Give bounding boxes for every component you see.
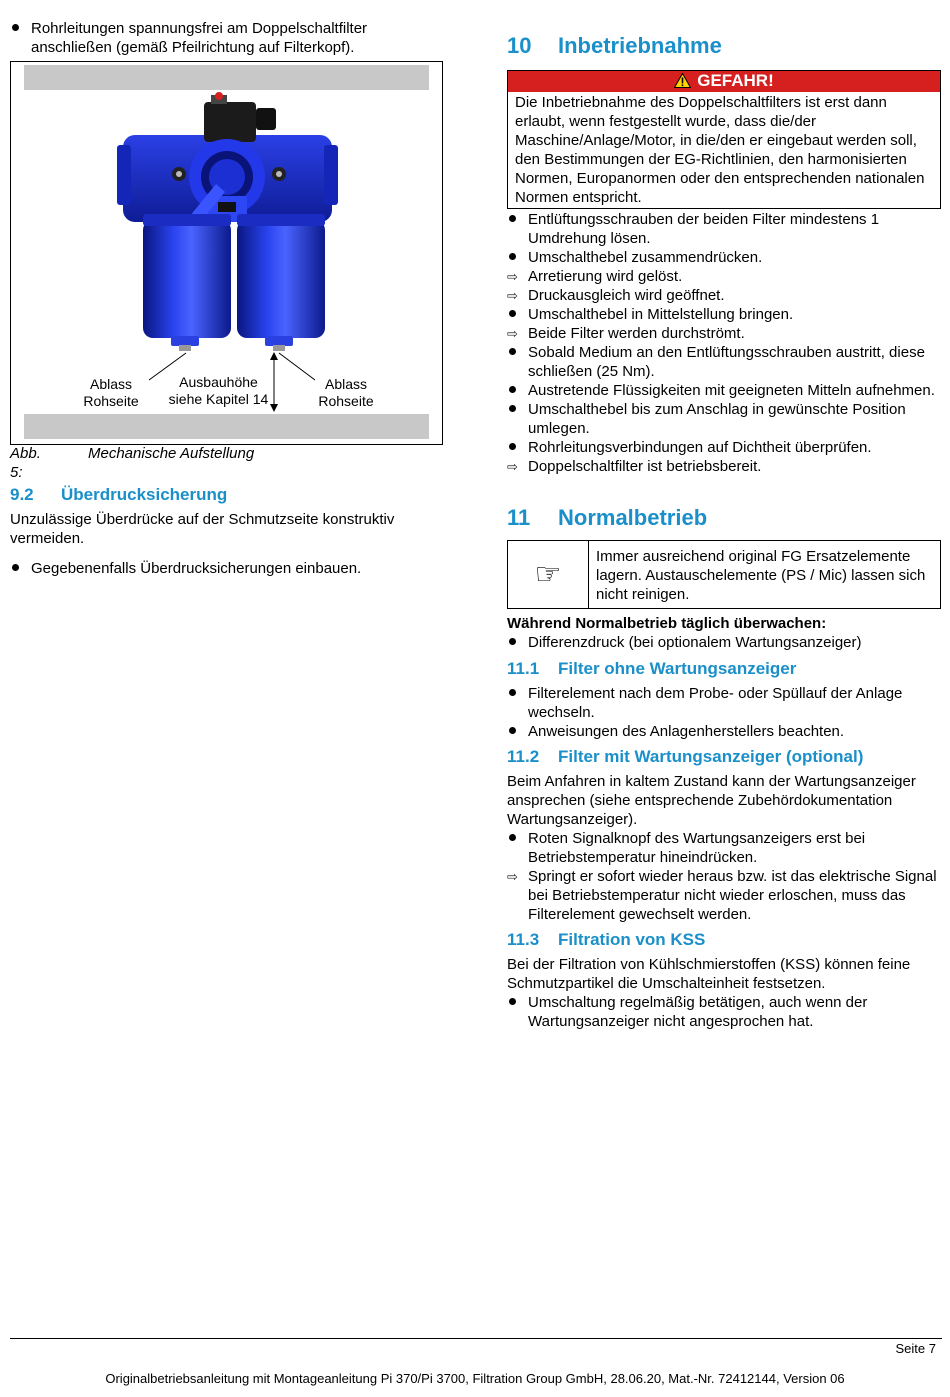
list-item: Sobald Medium an den Entlüftungsschrauben austritt, diese schließen (25 Nm). bbox=[528, 344, 925, 380]
result-arrow-icon: ⇨ bbox=[507, 326, 518, 341]
footer-divider bbox=[10, 1338, 942, 1339]
result-arrow-icon: ⇨ bbox=[507, 459, 518, 474]
page-number: Seite 7 bbox=[895, 1341, 936, 1356]
list-item: Roten Signalknopf des Wartungsanzeigers erst bei Betriebstemperatur hineindrücken. bbox=[528, 830, 866, 866]
list-item: Umschaltung regelmäßig betätigen, auch wenn der Wartungsanzeiger nicht angesprochen hat. bbox=[528, 994, 868, 1030]
result-arrow-icon: ⇨ bbox=[507, 288, 518, 303]
list-11-1 bbox=[507, 684, 942, 741]
result-arrow-icon: ⇨ bbox=[507, 869, 518, 884]
list-item: Entlüftungsschrauben der beiden Filter mindestens 1 Umdrehung lösen. bbox=[528, 211, 880, 247]
list-item: Filterelement nach dem Probe- oder Spüllauf der Anlage wechseln. bbox=[528, 685, 903, 721]
list-item: Gegebenenfalls Überdrucksicherungen einbauen. bbox=[31, 560, 362, 577]
warning-icon bbox=[674, 73, 691, 88]
list-item: ⇨ Druckausgleich wird geöffnet. bbox=[507, 287, 725, 304]
section-heading-11-1: 11.1 Filter ohne Wartungsanzeiger bbox=[507, 659, 797, 678]
list-item: Umschalthebel in Mittelstellung bringen. bbox=[528, 306, 794, 323]
danger-header bbox=[508, 71, 940, 92]
danger-label: GEFAHR! bbox=[697, 71, 774, 90]
label-removal-height: Ausbauhöhe siehe Kapitel 14 bbox=[168, 374, 269, 407]
filter-figure bbox=[10, 61, 443, 445]
paragraph: Bei der Filtration von Kühlschmierstoffen (KSS) können feine Schmutzpartikel die Umschalteinheit festsetzen. bbox=[507, 956, 911, 992]
note-text: Immer ausreichend original FG Ersatzelemente lagern. Austauschelemente (PS / Mic) lassen sich nicht reinigen. bbox=[596, 548, 926, 603]
list-item: Umschalthebel bis zum Anschlag in gewünschte Position umlegen. bbox=[528, 401, 906, 437]
list-item: Austretende Flüssigkeiten mit geeigneten Mitteln aufnehmen. bbox=[528, 382, 935, 399]
list-item: Differenzdruck (bei optionalem Wartungsanzeiger) bbox=[528, 634, 862, 651]
note-box bbox=[507, 540, 941, 609]
list-item: Rohrleitungsverbindungen auf Dichtheit überprüfen. bbox=[528, 439, 872, 456]
list-item: ⇨ Doppelschaltfilter ist betriebsbereit. bbox=[507, 458, 762, 475]
label-drain-left: Ablass Rohseite bbox=[83, 376, 139, 409]
paragraph: Beim Anfahren in kaltem Zustand kann der Wartungsanzeiger ansprechen (siehe entsprechende Zubehördokumentation Wartungsanzeiger). bbox=[507, 773, 916, 828]
list-item: Rohrleitungen spannungsfrei am Doppelschaltfilter anschließen (gemäß Pfeilrichtung auf Filterkopf). bbox=[31, 20, 368, 56]
list-item: ⇨ Beide Filter werden durchströmt. bbox=[507, 325, 745, 342]
footer-text: Originalbetriebsanleitung mit Montageanleitung Pi 370/Pi 3700, Filtration Group GmbH, 28.06.20, Mat.-Nr. 72412144, Version 06 bbox=[105, 1371, 845, 1386]
danger-text: Die Inbetriebnahme des Doppelschaltfilters ist erst dann erlaubt, wenn festgestellt wurde, dass die/der Maschine/Anlage/Motor, in die/den er eingebaut werden soll, den Bestimmungen der EG-Richtlinien, den harmonisierten Normen, Europanormen oder den entsprechenden nationalen Normen entspricht. bbox=[515, 94, 925, 206]
result-arrow-icon: ⇨ bbox=[507, 269, 518, 284]
list-item: ⇨ Springt er sofort wieder heraus bzw. ist das elektrische Signal bei Betriebstemperatur nicht wieder erloschen, muss das Filterelement gewechselt werden. bbox=[507, 868, 937, 923]
section-heading-11-2: 11.2 Filter mit Wartungsanzeiger (optional) bbox=[507, 747, 864, 766]
section-heading-9-2: 9.2 Überdrucksicherung bbox=[10, 485, 228, 504]
section-heading-11-3: 11.3 Filtration von KSS bbox=[507, 930, 706, 949]
paragraph: Unzulässige Überdrücke auf der Schmutzseite konstruktiv vermeiden. bbox=[10, 511, 395, 547]
list-item: ⇨ Arretierung wird gelöst. bbox=[507, 268, 683, 285]
label-drain-right: Ablass Rohseite bbox=[318, 376, 374, 409]
monitor-heading: Während Normalbetrieb täglich überwachen: bbox=[507, 615, 827, 632]
list-item: Anweisungen des Anlagenherstellers beachten. bbox=[528, 723, 845, 740]
pointing-hand-icon: ☞ bbox=[508, 541, 589, 608]
list-item: Umschalthebel zusammendrücken. bbox=[528, 249, 763, 266]
steps-list bbox=[507, 210, 942, 476]
section-heading-11: 11 Normalbetrieb bbox=[507, 505, 708, 530]
danger-box bbox=[507, 70, 941, 209]
section-heading-10: 10 Inbetriebnahme bbox=[507, 33, 722, 58]
